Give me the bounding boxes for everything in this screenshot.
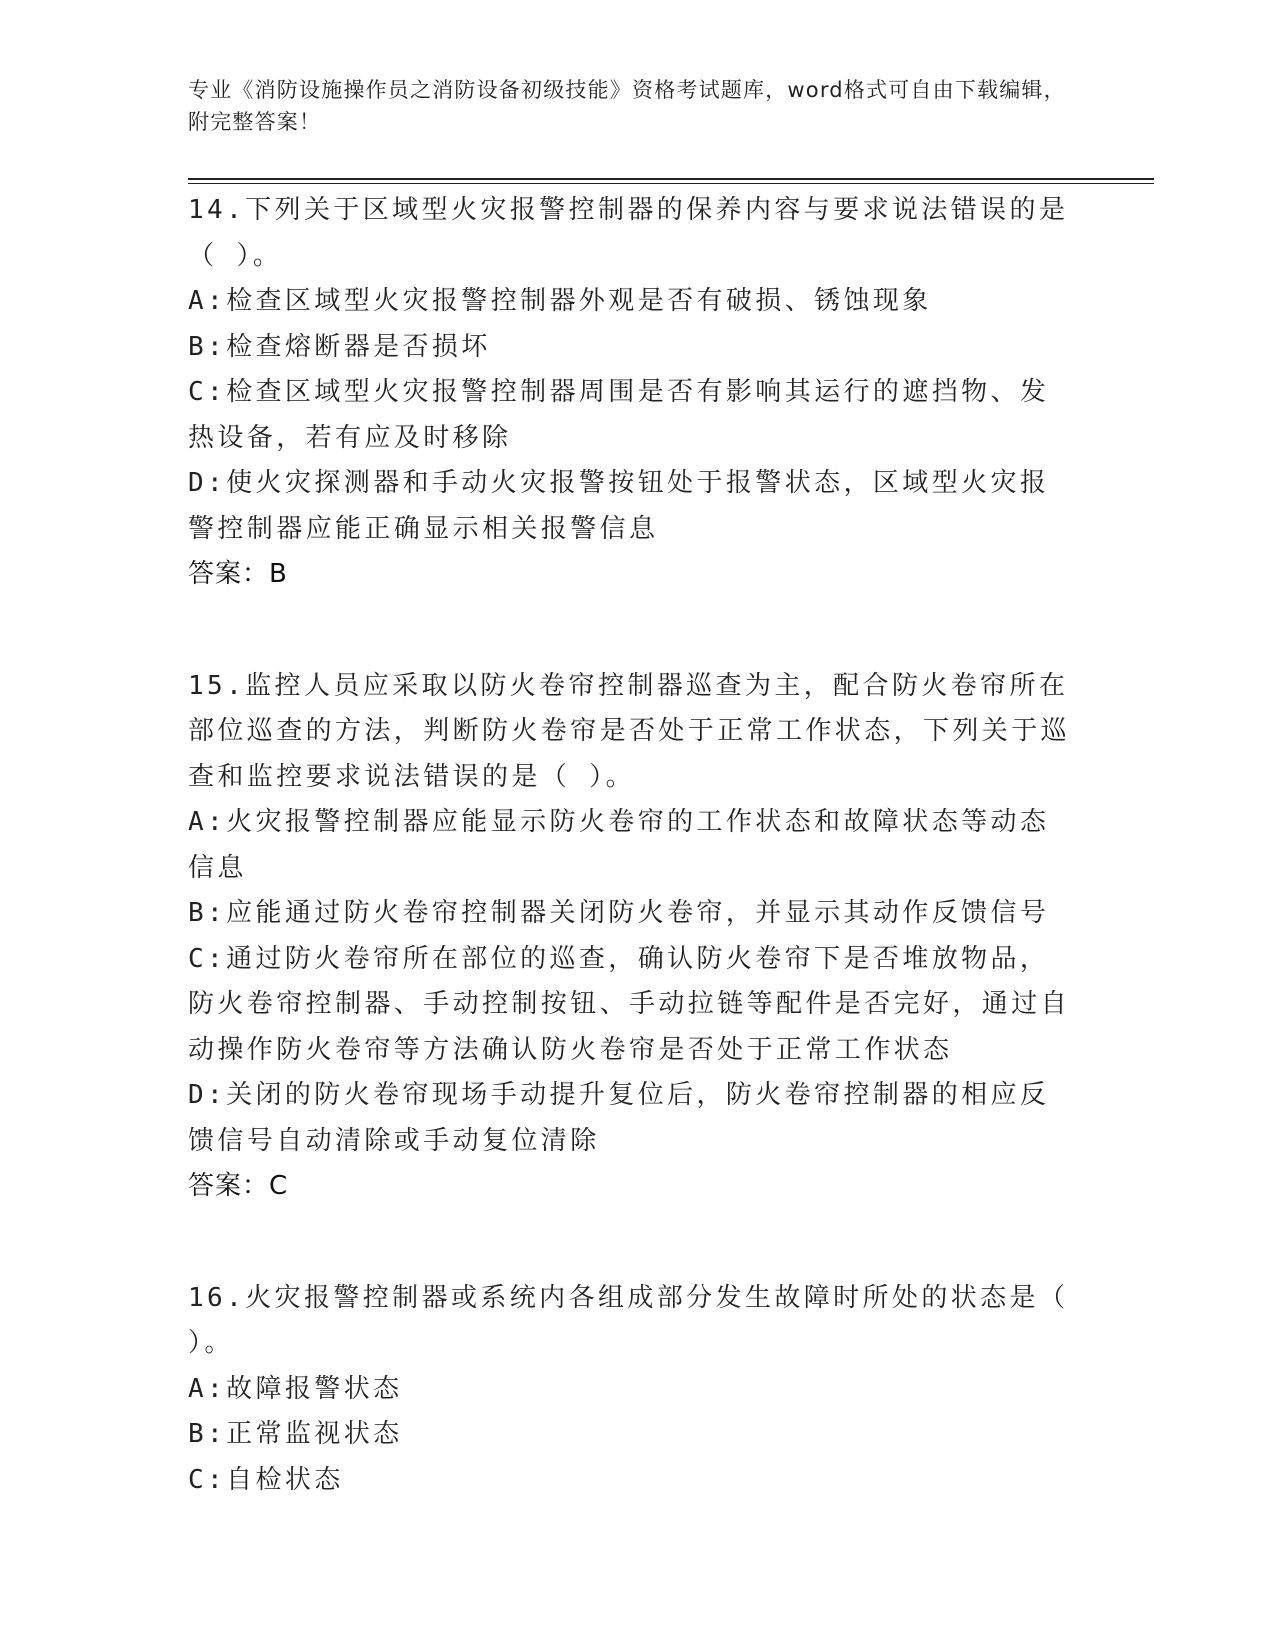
- question-14: [188, 188, 1078, 598]
- question-15: [188, 664, 1078, 1210]
- question-list: [188, 188, 1078, 1569]
- header-rule-thin: [188, 183, 1154, 184]
- question-16: [188, 1276, 1078, 1504]
- option-a: A:故障报警状态: [188, 1373, 403, 1404]
- option-b: B:应能通过防火卷帘控制器关闭防火卷帘，并显示其动作反馈信号: [188, 898, 1050, 928]
- option-a: A:检查区域型火灾报警控制器外观是否有破损、锈蚀现象: [188, 286, 932, 316]
- option-a: A:火灾报警控制器应能显示防火卷帘的工作状态和故障状态等动态信息: [188, 807, 1050, 883]
- question-stem: 14.下列关于区域型火灾报警控制器的保养内容与要求说法错误的是（ ）。: [188, 195, 1069, 271]
- option-c: C:检查区域型火灾报警控制器周围是否有影响其运行的遮挡物、发热设备，若有应及时移除: [188, 377, 1050, 453]
- question-stem: 16.火灾报警控制器或系统内各组成部分发生故障时所处的状态是（ ）。: [188, 1282, 1069, 1358]
- option-d: D:关闭的防火卷帘现场手动提升复位后，防火卷帘控制器的相应反馈信号自动清除或手动复位清除: [188, 1080, 1050, 1156]
- question-stem: 15.监控人员应采取以防火卷帘控制器巡查为主，配合防火卷帘所在部位巡查的方法，判断防火卷帘是否处于正常工作状态，下列关于巡查和监控要求说法错误的是（ ）。: [188, 670, 1071, 792]
- option-b: B:检查熔断器是否损坏: [188, 331, 491, 362]
- document-header: 专业《消防设施操作员之消防设备初级技能》资格考试题库，word格式可自由下载编辑，附完整答案！: [188, 78, 1066, 134]
- option-d: D:使火灾探测器和手动火灾报警按钮处于报警状态，区域型火灾报警控制器应能正确显示相关报警信息: [188, 468, 1050, 544]
- answer-line: 答案：C: [188, 1171, 289, 1201]
- option-c: C:自检状态: [188, 1464, 344, 1495]
- answer-line: 答案：B: [188, 559, 288, 589]
- option-c: C:通过防火卷帘所在部位的巡查，确认防火卷帘下是否堆放物品，防火卷帘控制器、手动控制按钮、手动拉链等配件是否完好，通过自动操作防火卷帘等方法确认防火卷帘是否处于正常工作状态: [188, 943, 1071, 1065]
- header-rule-thick: [188, 178, 1154, 180]
- option-b: B:正常监视状态: [188, 1419, 403, 1449]
